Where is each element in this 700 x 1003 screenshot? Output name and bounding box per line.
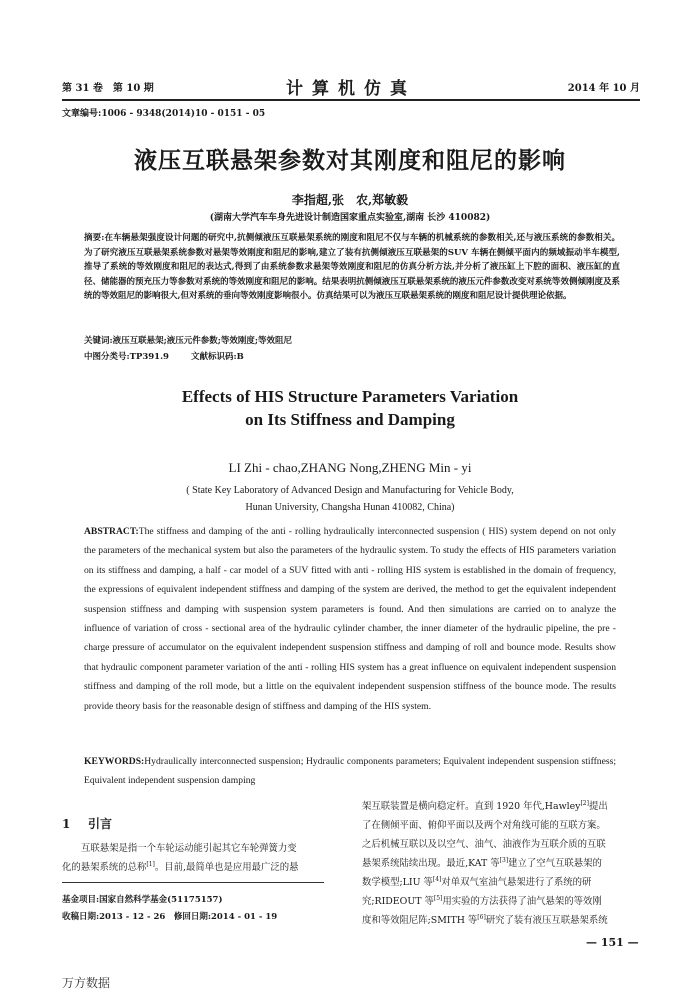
reference-1[interactable]: [1] xyxy=(146,860,155,868)
right-line-5-start: 数学模型;LIU 等 xyxy=(362,877,433,888)
english-authors: LI Zhi - chao,ZHANG Nong,ZHENG Min - yi xyxy=(228,460,472,475)
chinese-authors: 李指超,张 农,郑敏毅 xyxy=(291,193,409,207)
keywords-label: KEYWORDS: xyxy=(84,756,145,767)
intro-line-2-start: 化的悬架系统的总称 xyxy=(62,862,147,873)
abstract-label: ABSTRACT: xyxy=(84,526,139,537)
english-abstract xyxy=(84,522,616,716)
intro-line-2 xyxy=(62,858,332,877)
right-line-1 xyxy=(362,797,640,816)
english-affiliation-line-1: ( State Key Laboratory of Advanced Design and Manufacturing for Vehicle Body, xyxy=(186,485,514,496)
reference-4[interactable]: [4] xyxy=(432,875,442,883)
reference-6[interactable]: [6] xyxy=(477,913,486,921)
document-code: 文献标识码:B xyxy=(190,352,244,362)
section-title: 引言 xyxy=(88,817,113,831)
right-line-4-end: 建立了空气互联悬架的 xyxy=(508,858,602,869)
right-column-text xyxy=(362,797,640,930)
right-line-1-end: 提出 xyxy=(588,801,608,812)
reference-3[interactable]: [3] xyxy=(499,856,509,864)
intro-line-2-end: 。目前,最简单也是应用最广泛的悬 xyxy=(154,862,299,873)
right-line-6-start: 究;RIDEOUT 等 xyxy=(362,896,434,907)
issue-date: 2014 年 10 月 xyxy=(567,83,640,94)
right-line-4-start: 悬架系统陆续出现。最近,KAT 等 xyxy=(362,858,500,869)
intro-paragraph xyxy=(62,839,332,877)
right-line-6-end: 用实验的方法获得了油气悬架的等效刚 xyxy=(442,896,602,907)
english-title xyxy=(0,385,700,431)
reference-2[interactable]: [2] xyxy=(580,799,589,807)
chinese-keywords: 关键词:液压互联悬架;液压元件参数;等效刚度;等效阻尼 xyxy=(84,336,293,346)
footnote-rule xyxy=(62,882,324,883)
right-line-7 xyxy=(362,911,640,930)
article-number: 文章编号:1006 - 9348(2014)10 - 0151 - 05 xyxy=(62,109,266,119)
right-line-5 xyxy=(362,873,640,892)
right-line-4 xyxy=(362,854,640,873)
right-line-5-end: 对单双气室油气悬架进行了系统的研 xyxy=(441,877,592,888)
chinese-abstract: 摘要:在车辆悬架强度设计问题的研究中,抗侧倾液压互联悬架系统的刚度和阻尼不仅与车辆的机械系统的参数相关,还与液压系统的参数相关。为了研究液压互联悬架系统参数对悬架等效刚度和阻尼的影响,建立了装有抗侧倾液压互联悬架的SUV 车辆在侧倾平面内的频域振动半车模型,推导了系统的等效刚度和阻尼的表达式,得到了由系统参数求悬架等效刚度和阻尼的仿真分析方法,并分析了液压缸上下腔的面积、液压缸的直径、储能器的预充压力等参数对系统的等效刚度和阻尼的影响。结果表明抗侧倾液压互联悬架系统的液压元件参数改变对系统等效侧倾刚度及系统的等效阻尼的影响很大,但对系统的垂向等效刚度影响很小。仿真结果可以为液压互联悬架系统的刚度和阻尼设计提供理论依据。 xyxy=(84,233,620,302)
section-heading xyxy=(62,815,332,832)
keywords-text: Hydraulically interconnected suspension; Hydraulic components parameters; Equivalent independent suspension stiffness; Equivalent independent suspension damping xyxy=(84,756,616,786)
intro-line-1: 互联悬架是指一个车轮运动能引起其它车轮弹簧力变 xyxy=(81,843,297,854)
running-header xyxy=(62,76,640,99)
english-title-line-1: Effects of HIS Structure Parameters Variation xyxy=(181,387,519,406)
right-line-1-start: 架互联装置是横向稳定杆。直到 1920 年代,Hawley xyxy=(362,801,581,812)
right-line-6 xyxy=(362,892,640,911)
watermark: 万方数据 xyxy=(62,976,111,990)
english-affiliation-line-2: Hunan University, Changsha Hunan 410082, China) xyxy=(245,502,455,513)
footnote-fund: 基金项目:国家自然科学基金(51175157) xyxy=(62,895,223,905)
right-line-7-end: 研究了装有液压互联悬架系统 xyxy=(485,915,608,926)
english-affiliation xyxy=(0,482,700,516)
right-line-3: 之后机械互联以及以空气、油气、油液作为互联介质的互联 xyxy=(362,839,606,850)
right-line-7-start: 度和等效阻尼阵;SMITH 等 xyxy=(362,915,478,926)
journal-name: 计算机仿真 xyxy=(286,79,416,99)
class-number: 中图分类号:TP391.9 xyxy=(84,352,169,362)
chinese-title: 液压互联悬架参数对其刚度和阻尼的影响 xyxy=(134,148,566,174)
page-number: — 151 — xyxy=(586,936,639,949)
english-keywords xyxy=(84,752,616,790)
reference-5[interactable]: [5] xyxy=(433,894,443,902)
volume-issue: 第 31 卷 第 10 期 xyxy=(62,83,154,94)
english-title-line-2: on Its Stiffness and Damping xyxy=(245,410,455,429)
chinese-affiliation: (湖南大学汽车车身先进设计制造国家重点实验室,湖南 长沙 410082) xyxy=(209,213,491,223)
right-line-2: 了在侧倾平面、俯仰平面以及两个对角线可能的互联方案。 xyxy=(362,820,606,831)
header-rule xyxy=(62,99,640,101)
classification-line xyxy=(84,350,244,362)
footnote-received: 收稿日期:2013 - 12 - 26 修回日期:2014 - 01 - 19 xyxy=(62,912,278,922)
section-number: 1 xyxy=(62,817,71,831)
abstract-text: The stiffness and damping of the anti - rolling hydraulically interconnected suspension ( HIS) system depend on not only the parameters of the mechanical system but also the parameters of the hydraulic system. To study the effects of HIS parameters variation on its stiffness and damping, a half - car model of a SUV fitted with anti - rolling HIS system is established in the domain of frequency, the expressions of equivalent independent stiffness and damping of the system are derived, the method to get the equivalent independent suspension stiffness and damping with suspension system parameters is found. And then simulations are carried on to analyze the influence of variation of cross - sectional area of the hydraulic cylinder chamber, the inner diameter of the hydraulic pipeline, the pre - charge pressure of accumulator on the equivalent independent suspension stiffness and damping of roll and bounce mode. Results show that hydraulic component parameter variation of the anti - rolling HIS system has a great influence on equivalent independent suspension stiffness and damping of the roll mode, but a little on the equivalent independent suspension stiffness of the bounce mode. The results provide theory basis for the reasonable design of stiffness and damping of the HIS system. xyxy=(84,526,616,712)
